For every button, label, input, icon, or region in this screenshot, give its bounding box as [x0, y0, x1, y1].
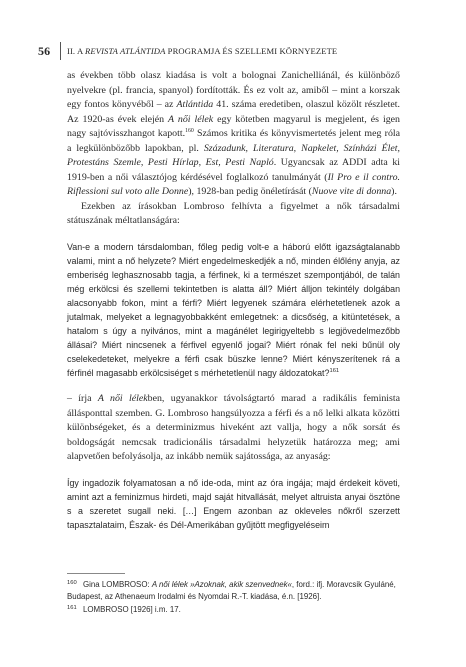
text-run: . Ugyancsak az ADDI adta ki 1919-ben a női választójog kérdésével foglalkozó tanulmányát ( — [67, 157, 400, 183]
text-run: ), 1928-ban pedig önéletírását ( — [188, 186, 312, 198]
block-quote-2: Így ingadozik folyamatosan a nő ide-oda, mint az óra ingája; majd érdekeit követi, amint azt a feminizmus hirdeti, majd saját hitvallását, melyet altruista anyai ösztöne s a szeretet sugall neki. […] Engem azonban az okleveles nőkről szerzett tapasztalataim, Észak- és Dél-Amerikában gyűjtött megfigyeléseim — [67, 477, 400, 530]
running-header — [38, 46, 428, 60]
text-run: LOMBROSO [1926] i.m. 17. — [83, 604, 181, 614]
footnote-ref-160[interactable]: 160 — [185, 128, 194, 135]
text-run: – írja — [67, 393, 98, 405]
header-title-suffix: PROGRAMJA ÉS SZELLEMI KÖRNYEZETE — [165, 46, 338, 56]
text-run: , ford.: ifj. Moravcsik Gyuláné, Budapest, az Athenaeum Irodalmi és Nyomdai R.-T. kiadása, é.n. [1926]. — [67, 580, 396, 601]
footnote-rule — [67, 573, 125, 574]
block-quote-1 — [67, 240, 400, 380]
italic-run: A női lélek — [168, 113, 214, 125]
paragraph-1 — [67, 69, 400, 200]
page-number: 56 — [38, 44, 51, 58]
header-title-italic: REVISTA ATLÁNTIDA — [85, 46, 166, 56]
italic-run: A női lélek »Azoknak, akik szenvednek« — [151, 580, 292, 589]
footnote-number: 160 — [67, 580, 77, 586]
italic-run: A női lélek — [97, 393, 148, 405]
text-run: ben, ugyanakkor távolságtartó marad a radikális feminista állásponttal szemben. G. Lombroso hangsúlyozza a férfi és a nő lelki alkata közötti különbségeket, és a determinizmus hiveként azt vallja, hogy a nők sorsát és boldogságát nemcsak tradicionális társadalmi helyzetük határozza meg; ami alapvetően befolyásolja, az inkább nemük sajátossága, az anyaság: — [67, 393, 401, 463]
footnote-161 — [67, 603, 400, 616]
text-run: egy kötetben magyarul is megjelent, és igen nagy sajtóvisszhangot kapott. — [67, 113, 400, 140]
text-run: ). — [391, 186, 397, 198]
paragraph-2: Ezekben az írásokban Lombroso felhívta a figyelmet a nők társadalmi státuszának méltatlanságára: — [67, 200, 400, 227]
header-title-prefix: II. A — [67, 46, 86, 56]
footnotes — [67, 578, 400, 615]
quote-text: Van-e a modern társdalomban, főleg pedig volt-e a háború előtt igazságtalanabb valami, mint a nő helyzete? Miért engedelmeskedjék a nő, minden élőlény anyja, az emberiség leghasznosabb tagja, a férfinek, ki a természet szempontjából, de talán még erkölcsi és szellemi tekintetben is alatta áll? Miért álljon tekintély dolgában alacsonyabb fokon, mint a férfi? Miért legyenek számára elérhetetlenek azok a jutalmak, melyeket a legnagyobbakként emlegetnek: a dicsőség, a kitüntetések, a hatalom s úgy a nyilvános, mint a magánélet legirigyeltebb s legjövedelmezőbb állásai? Miért nincsenek a férfivel egyenlő jogai? Miért rónak fel neki bűnül oly cselekedeteket, melyekre a férfi csak büszke lenne? Miért kényszerítenek rá a férfinél magasabb erkölcsiséget s mérhetetlenül nagy áldozatokat? — [67, 242, 400, 379]
header-divider — [60, 42, 61, 60]
paragraph-3 — [67, 392, 400, 465]
footnote-number: 161 — [67, 604, 77, 611]
italic-run: Századunk, Literatura, Napkelet, Színházi Élet, Protestáns Szemle, Pesti Hírlap, Est, Pesti Napló — [67, 142, 400, 169]
text-run: Számos kritika és könyvismertetés jelent meg róla a legkülönbözőbb lapokban, pl. — [67, 128, 401, 154]
footnote-160 — [67, 578, 400, 603]
italic-run: Il Pro e il contro. Riflessioni sul voto alle Donne — [67, 171, 401, 198]
text-run: 41. száma eredetiben, olaszul közölt részletet. Az 1920-as évek elején — [67, 99, 401, 125]
text-run: as években több olasz kiadása is volt a bolognai Zanichelliánál, és különböző nyelvekre (pl. francia, spanyol) fordították. És ez volt az, amiből – mint a korszak egy fontos könyvéből – az — [67, 70, 400, 111]
italic-run: Atlántida — [176, 99, 214, 111]
header-title — [67, 46, 337, 56]
footnote-ref-161[interactable]: 161 — [329, 368, 340, 375]
body-text — [67, 69, 400, 532]
text-run: Gina LOMBROSO: — [83, 580, 152, 589]
italic-run: Nuove vite di donna — [311, 186, 392, 198]
